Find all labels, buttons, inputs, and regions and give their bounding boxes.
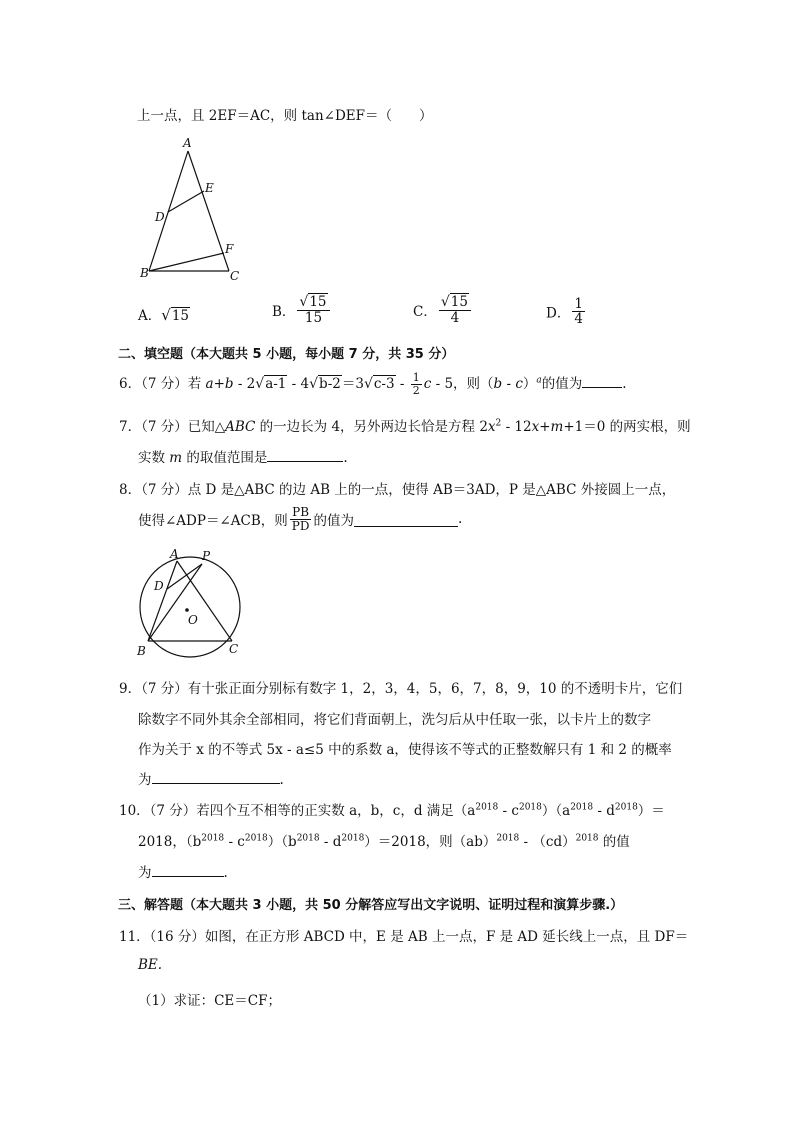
q7-line2: 实数 m 的取值范围是 . (138, 446, 348, 466)
q10-line1: 10．（7 分）若四个互不相等的正实数 a，b，c，d 满足$(a^{2018} - c^{2018})(a^{2018} - d^{2018})=$ (119, 802, 665, 819)
q8-circle-figure (134, 544, 250, 662)
q8-answer-blank[interactable] (354, 512, 458, 527)
label-o: O (188, 613, 198, 627)
q6-answer-blank[interactable] (582, 373, 622, 388)
label-b: B (140, 266, 149, 280)
section-2-heading: 二、填空题（本大题共 5 小题，每小题 7 分，共 35 分） (118, 347, 455, 362)
option-c[interactable]: C． $\frac{√15}{4}$ (413, 295, 473, 325)
label-d: D (154, 579, 164, 593)
label-f: F (225, 242, 234, 256)
q9-line4: 为 . (138, 768, 284, 788)
label-d: D (155, 210, 165, 224)
q8-line1: 8．（7 分）点 D 是△ABC 的边 AB 上的一点，使得 AB＝3AD，P 是△ABC 外接圆上一点， (119, 482, 676, 498)
q6: 6．（7 分）若 a+b - 2√a-1 - 4√b-2＝3√c-3 - $\frac{1}{2}$ c - 5，则（b - c）$^a$的值为 . (119, 371, 627, 397)
q7-line1: 7．（7 分）已知△ABC 的一边长为 4，另外两边长恰是方程 $2x^2 - 12x+m+1=0$ 的两实根，则 (119, 418, 691, 435)
q10-line2: 2018，$(b^{2018} - c^{2018})(b^{2018} - d^{2018})=2018$，则（ab）$^{2018}$ - （cd）$^{2018}$ 的值 (138, 833, 630, 850)
q10-answer-blank[interactable] (152, 862, 224, 877)
q9-line1: 9．（7 分）有十张正面分别标有数字 1，2，3，4，5，6，7，8，9，10 的不透明卡片，它们 (119, 681, 683, 697)
option-d[interactable]: D． $\frac{1}{4}$ (546, 296, 583, 328)
q8-line2: 使得∠ADP＝∠ACB，则 $\frac{PB}{PD}$ 的值为 . (138, 505, 463, 533)
q5-stem: 上一点，且 2EF＝AC，则 tan∠DEF＝（ ） (137, 108, 433, 124)
q11-line3: （1）求证：CE＝CF； (138, 993, 281, 1009)
section-3-heading: 三、解答题（本大题共 3 小题，共 50 分解答应写出文字说明、证明过程和演算步骤.） (118, 898, 624, 913)
label-c: C (229, 642, 239, 656)
q9-line2: 除数字不同外其余全部相同，将它们背面朝上，洗匀后从中任取一张，以卡片上的数字 (138, 712, 651, 728)
option-b[interactable]: B． $\frac{√15}{15}$ (272, 295, 332, 325)
label-e: E (205, 181, 214, 195)
q10-line3: 为 . (138, 861, 228, 881)
label-a: A (170, 547, 179, 561)
label-b: B (137, 644, 146, 658)
label-a: A (183, 136, 192, 150)
q11-line2: BE. (138, 957, 163, 973)
q9-line3: 作为关于 x 的不等式 5x - a≤5 中的系数 a，使得该不等式的正整数解只有 1 和 2 的概率 (138, 742, 672, 758)
label-c: C (230, 269, 240, 283)
label-p: P (202, 549, 211, 563)
q9-answer-blank[interactable] (152, 769, 280, 784)
q7-answer-blank[interactable] (267, 447, 343, 462)
option-a[interactable]: A．√15 (138, 306, 189, 324)
q11-line1: 11．（16 分）如图，在正方形 ABCD 中，E 是 AB 上一点，F 是 AD 延长线上一点，且 DF＝ (119, 929, 689, 945)
q5-triangle-figure (136, 134, 256, 286)
